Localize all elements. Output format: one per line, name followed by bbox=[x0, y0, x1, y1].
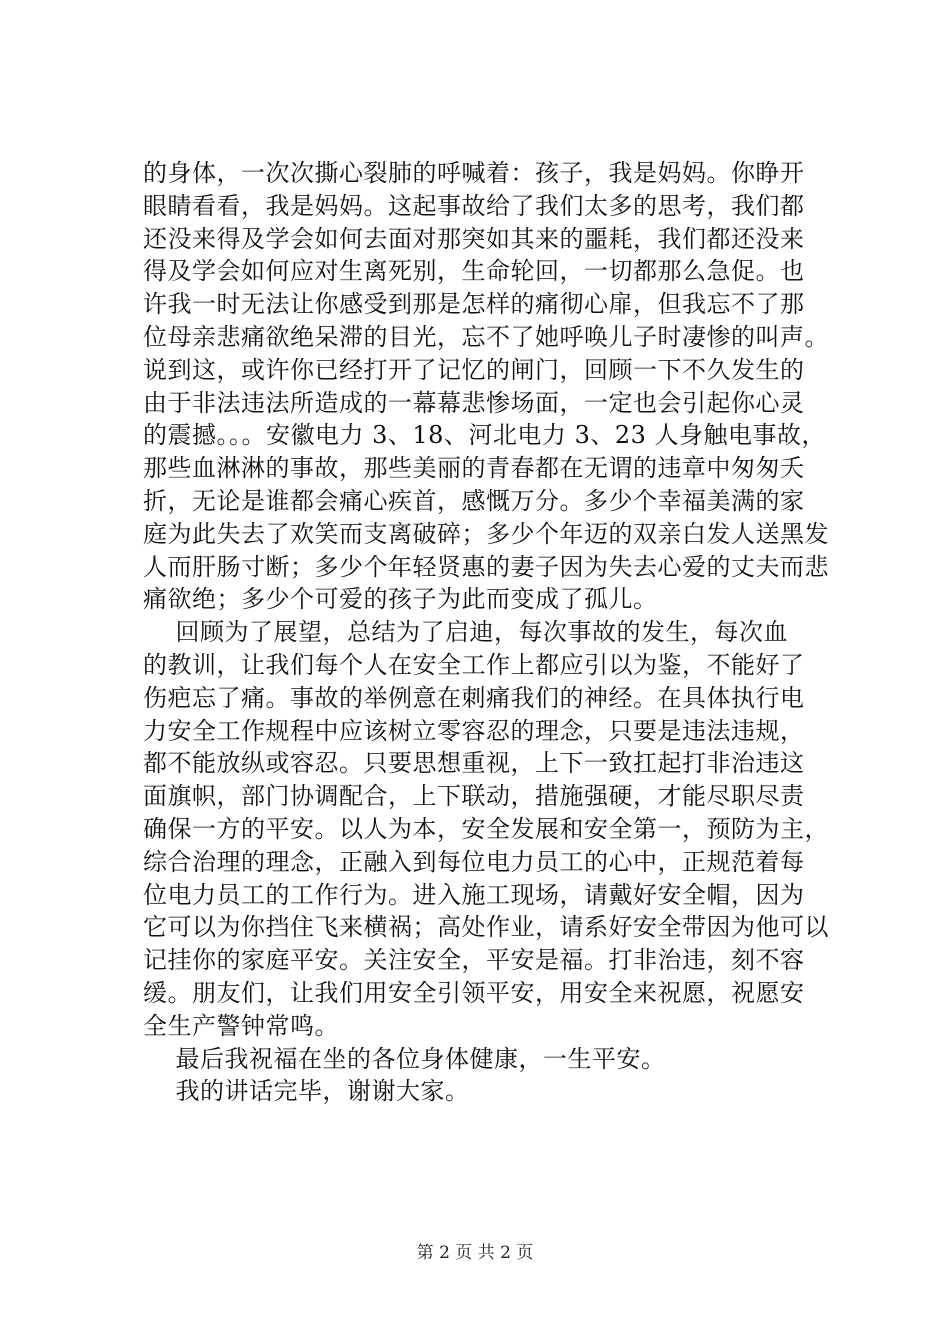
text-line: 面旗帜，部门协调配合，上下联动，措施强硬，才能尽职尽责 bbox=[143, 782, 805, 811]
text-line: 都不能放纵或容忍。只要思想重视，上下一致扛起打非治违这 bbox=[143, 749, 805, 778]
paragraph-2 bbox=[143, 616, 855, 1042]
text-line: 庭为此失去了欢笑而支离破碎；多少个年迈的双亲白发人送黑发 bbox=[143, 519, 829, 548]
text-line: 力安全工作规程中应该树立零容忍的理念，只要是违法违规， bbox=[143, 716, 805, 745]
text-line: 确保一方的平安。以人为本，安全发展和安全第一，预防为主， bbox=[143, 814, 829, 843]
text-line: 说到这，或许你已经打开了记忆的闸门，回顾一下不久发生的 bbox=[143, 355, 805, 384]
text-line: 的震撼。。。安徽电力 3、18、河北电力 3、23 人身触电事故， bbox=[143, 421, 827, 450]
text-line: 人而肝肠寸断；多少个年轻贤惠的妻子因为失去心爱的丈夫而悲 bbox=[143, 552, 829, 581]
text-line: 许我一时无法让你感受到那是怎样的痛彻心扉，但我忘不了那 bbox=[143, 290, 805, 319]
text-line: 那些血淋淋的事故，那些美丽的青春都在无谓的违章中匆匆夭 bbox=[143, 454, 805, 483]
text-line: 痛欲绝；多少个可爱的孩子为此而变成了孤儿。 bbox=[143, 585, 658, 614]
text-line: 回顾为了展望，总结为了启迪，每次事故的发生，每次血 bbox=[143, 618, 789, 647]
text-line: 我的讲话完毕，谢谢大家。 bbox=[143, 1077, 470, 1106]
text-line: 的身体，一次次撕心裂肺的呼喊着：孩子，我是妈妈。你睁开 bbox=[143, 159, 805, 187]
text-line: 缓。朋友们，让我们用安全引领平安，用安全来祝愿，祝愿安 bbox=[143, 978, 805, 1007]
text-line: 折，无论是谁都会痛心疾首，感慨万分。多少个幸福美满的家 bbox=[143, 486, 805, 515]
text-line: 伤疤忘了痛。事故的举例意在刺痛我们的神经。在具体执行电 bbox=[143, 683, 805, 712]
text-line: 眼睛看看，我是妈妈。这起事故给了我们太多的思考，我们都 bbox=[143, 191, 805, 220]
text-line: 得及学会如何应对生离死别，生命轮回，一切都那么急促。也 bbox=[143, 257, 805, 286]
text-line: 全生产警钟常鸣。 bbox=[143, 1011, 339, 1040]
text-line: 位电力员工的工作行为。进入施工现场，请戴好安全帽，因为 bbox=[143, 880, 805, 909]
page-number-footer: 第 2 页 共 2 页 bbox=[416, 1243, 534, 1263]
paragraph-1 bbox=[143, 157, 855, 616]
paragraph-3 bbox=[143, 1043, 855, 1076]
paragraph-4 bbox=[143, 1075, 855, 1108]
text-line: 还没来得及学会如何去面对那突如其来的噩耗，我们都还没来 bbox=[143, 224, 805, 253]
text-line: 位母亲悲痛欲绝呆滞的目光，忘不了她呼唤儿子时凄惨的叫声。 bbox=[143, 322, 829, 351]
text-line: 最后我祝福在坐的各位身体健康，一生平安。 bbox=[143, 1044, 666, 1073]
text-line: 的教训，让我们每个人在安全工作上都应引以为鉴，不能好了 bbox=[143, 650, 805, 679]
text-line: 记挂你的家庭平安。关注安全，平安是福。打非治违，刻不容 bbox=[143, 946, 805, 975]
text-line: 由于非法违法所造成的一幕幕悲惨场面，一定也会引起你心灵 bbox=[143, 388, 805, 417]
document-body bbox=[143, 157, 855, 1108]
text-line: 综合治理的理念，正融入到每位电力员工的心中，正规范着每 bbox=[143, 847, 805, 876]
text-line: 它可以为你挡住飞来横祸；高处作业，请系好安全带因为他可以 bbox=[143, 913, 829, 942]
